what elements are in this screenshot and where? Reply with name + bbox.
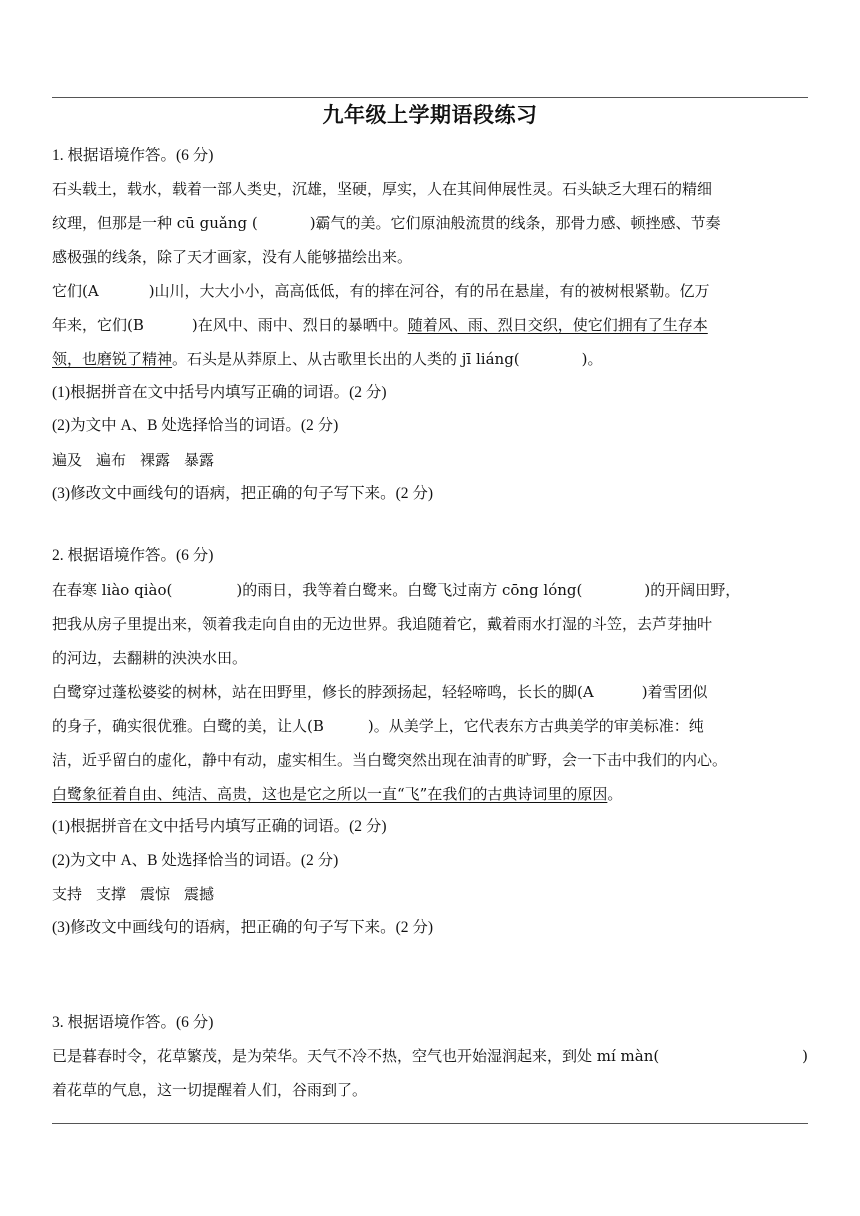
q1-sub3: (3)修改文中画线句的语病，把正确的句子写下来。(2 分) xyxy=(52,485,434,502)
q2-p1-line1-b: )的雨日，我等着白鹭来。白鹭飞过南方 cōng lóng( xyxy=(236,581,583,599)
q2-p2-line2-b: )。从美学上，它代表东方古典美学的审美标准：纯 xyxy=(367,717,704,735)
q2-word-options xyxy=(52,884,214,904)
q1-word-options xyxy=(52,450,214,470)
q2-underlined-sentence: 白鹭象征着自由、纯洁、高贵，这也是它之所以一直“飞”在我们的古典诗词里的原因 xyxy=(52,785,608,803)
q3-line1-a: 已是暮春时令，花草繁茂，是为荣华。天气不冷不热，空气也开始湿润起来，到处 mí màn( xyxy=(52,1047,660,1065)
q1-p2-line3 xyxy=(52,349,603,369)
q2-sub3: (3)修改文中画线句的语病，把正确的句子写下来。(2 分) xyxy=(52,919,434,936)
q3-blank-miman[interactable] xyxy=(802,1046,808,1066)
q1-heading: 1. 根据语境作答。(6 分) xyxy=(52,147,214,164)
q1-sub2: (2)为文中 A、B 处选择恰当的词语。(2 分) xyxy=(52,417,339,434)
q1-p1-line2 xyxy=(52,213,721,233)
q2-word-option: 震撼 xyxy=(184,885,215,903)
q1-p2-line2-b: )在风中、雨中、烈日的暴晒中。 xyxy=(191,316,408,334)
q2-p2-line3: 洁，近乎留白的虚化，静中有动，虚实相生。当白鹭突然出现在油青的旷野，会一下击中我们的内心。 xyxy=(52,751,728,769)
q1-word-option: 暴露 xyxy=(184,451,215,469)
q1-p1-line2-a: 纹理，但那是一种 cū guǎng ( xyxy=(52,214,258,232)
q2-p2-line4-end: 。 xyxy=(607,785,623,803)
page-title: 九年级上学期语段练习 xyxy=(322,103,538,127)
q1-p2-line1 xyxy=(52,281,710,301)
q2-word-option: 震惊 xyxy=(140,885,171,903)
q1-p2-line2-a: 年来，它们(B xyxy=(52,316,144,334)
q2-sub1: (1)根据拼音在文中括号内填写正确的词语。(2 分) xyxy=(52,818,387,835)
q3-heading: 3. 根据语境作答。(6 分) xyxy=(52,1014,214,1031)
q2-word-option: 支撑 xyxy=(96,885,127,903)
q2-p2-line2 xyxy=(52,716,704,736)
q2-p2-line1 xyxy=(52,682,708,702)
q1-word-option: 遍布 xyxy=(96,451,127,469)
q2-p1-line2: 把我从房子里提出来，领着我走向自由的无边世界。我追随着它，戴着雨水打湿的斗笠，去芦芽抽叶 xyxy=(52,615,713,633)
q2-p1-line1-a: 在春寒 liào qiào( xyxy=(52,581,173,599)
q1-p2-line3-c: )。 xyxy=(581,350,603,368)
q1-word-option: 裸露 xyxy=(140,451,171,469)
q1-underlined-sentence-part1: 随着风、雨、烈日交织，使它们拥有了生存本 xyxy=(407,316,708,334)
q3-line1 xyxy=(52,1046,808,1066)
q2-p2-line2-a: 的身子，确实很优雅。白鹭的美，让人(B xyxy=(52,717,324,735)
q2-word-option: 支持 xyxy=(52,885,83,903)
q2-p1-line3: 的河边，去翻耕的泱泱水田。 xyxy=(52,649,248,667)
q1-sub1: (1)根据拼音在文中括号内填写正确的词语。(2 分) xyxy=(52,384,387,401)
q3-line1-b: ) xyxy=(802,1047,808,1065)
bottom-rule xyxy=(52,1123,808,1124)
q2-p1-line1-c: )的开阔田野， xyxy=(644,581,741,599)
q1-p1-line1: 石头载土，载水，载着一部人类史，沉雄，坚硬，厚实，人在其间伸展性灵。石头缺乏大理石的精细 xyxy=(52,180,713,198)
q1-p2-line2 xyxy=(52,315,708,335)
q2-p2-line1-a: 白鹭穿过蓬松婆娑的树林，站在田野里，修长的脖颈扬起，轻轻啼鸣，长长的脚(A xyxy=(52,683,594,701)
q1-word-option: 遍及 xyxy=(52,451,83,469)
q1-p1-line2-b: )霸气的美。它们原油般流贯的线条，那骨力感、顿挫感、节奏 xyxy=(309,214,721,232)
q3-line2: 着花草的气息，这一切提醒着人们，谷雨到了。 xyxy=(52,1081,368,1099)
q1-p2-line1-a: 它们(A xyxy=(52,282,99,300)
top-rule xyxy=(52,97,808,98)
q1-p1-line3: 感极强的线条，除了天才画家，没有人能够描绘出来。 xyxy=(52,248,413,266)
q1-p2-line1-b: )山川，大大小小，高高低低，有的摔在河谷，有的吊在悬崖，有的被树根紧勒。亿万 xyxy=(148,282,710,300)
q2-p2-line4 xyxy=(52,784,622,804)
q1-underlined-sentence-part2: 领，也磨锐了精神 xyxy=(52,350,173,368)
q2-p1-line1 xyxy=(52,580,740,600)
q1-p2-line3-b: 。石头是从莽原上、从古歌里长出的人类的 jī liáng( xyxy=(172,350,520,368)
q2-sub2: (2)为文中 A、B 处选择恰当的词语。(2 分) xyxy=(52,852,339,869)
q2-heading: 2. 根据语境作答。(6 分) xyxy=(52,547,214,564)
q2-p2-line1-b: )着雪团似 xyxy=(641,683,708,701)
